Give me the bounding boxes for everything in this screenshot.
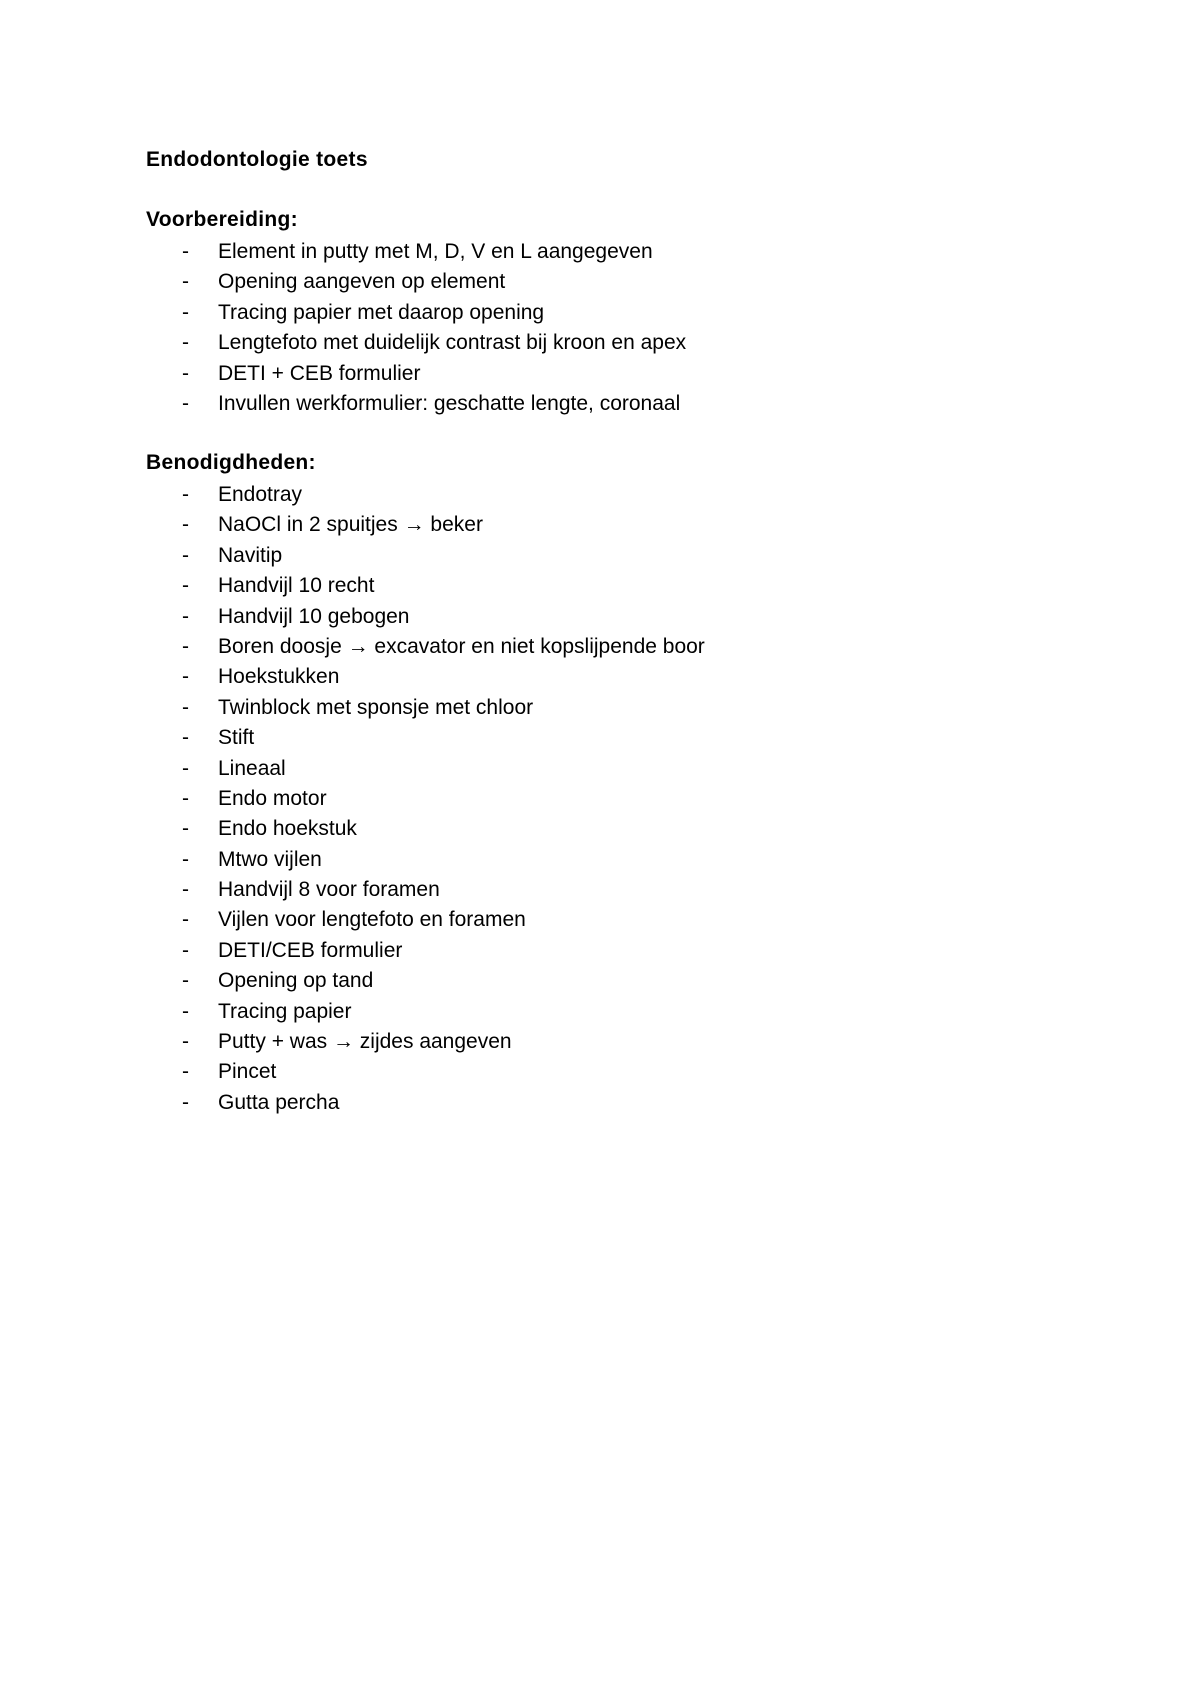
list-bullet: - bbox=[182, 1060, 189, 1084]
list-bullet: - bbox=[182, 695, 189, 719]
list-item-text: Tracing papier met daarop opening bbox=[218, 300, 545, 324]
list-bullet: - bbox=[182, 574, 189, 598]
list-item bbox=[146, 267, 506, 297]
list-item bbox=[146, 875, 440, 905]
list-bullet: - bbox=[182, 604, 189, 628]
list-item bbox=[146, 480, 316, 510]
list-item bbox=[146, 632, 705, 662]
list-item-text: Lengtefoto met duidelijk contrast bij kroon en apex bbox=[218, 331, 687, 355]
list-item-text: Handvijl 10 gebogen bbox=[218, 604, 410, 628]
list-item bbox=[146, 905, 526, 935]
list-bullet: - bbox=[182, 847, 189, 871]
list-item bbox=[146, 936, 403, 966]
list-item bbox=[146, 814, 357, 844]
list-item-text: Gutta percha bbox=[218, 1090, 340, 1114]
list-item-text: Lineaal bbox=[218, 756, 286, 780]
list-item bbox=[146, 693, 534, 723]
list-bullet: - bbox=[182, 300, 189, 324]
list-bullet: - bbox=[182, 938, 189, 962]
list-item-text: Navitip bbox=[218, 543, 283, 567]
list-item bbox=[146, 754, 316, 784]
list-bullet: - bbox=[182, 878, 189, 902]
list-item-text: Putty + was → zijdes aangeven bbox=[218, 1030, 512, 1054]
list-bullet: - bbox=[182, 331, 189, 355]
item-list bbox=[146, 480, 705, 1118]
list-item-text: Twinblock met sponsje met chloor bbox=[218, 695, 534, 719]
list-item bbox=[146, 662, 340, 692]
list-bullet: - bbox=[182, 391, 189, 415]
document-title: Endodontologie toets bbox=[146, 148, 368, 171]
list-item bbox=[146, 1027, 512, 1057]
list-item-text: NaOCl in 2 spuitjes → beker bbox=[218, 513, 483, 537]
list-item bbox=[146, 997, 352, 1027]
section-benodigdheden bbox=[146, 450, 705, 1118]
list-item bbox=[146, 723, 316, 753]
list-item-text: Element in putty met M, D, V en L aangegeven bbox=[218, 240, 653, 263]
list-bullet: - bbox=[182, 543, 189, 567]
list-item-text: Invullen werkformulier: geschatte lengte, coronaal bbox=[218, 391, 681, 415]
list-item bbox=[146, 784, 327, 814]
list-bullet: - bbox=[182, 786, 189, 810]
list-bullet: - bbox=[182, 483, 189, 506]
list-bullet: - bbox=[182, 756, 189, 780]
list-item-text: Mtwo vijlen bbox=[218, 847, 322, 871]
section-heading: Voorbereiding: bbox=[146, 208, 298, 231]
list-item bbox=[146, 298, 545, 328]
list-bullet: - bbox=[182, 817, 189, 841]
list-item-text: Pincet bbox=[218, 1060, 277, 1084]
section-voorbereiding bbox=[146, 207, 687, 419]
list-item bbox=[146, 845, 322, 875]
list-item bbox=[146, 541, 316, 571]
list-item bbox=[146, 571, 375, 601]
list-item-text: Handvijl 10 recht bbox=[218, 574, 375, 598]
list-bullet: - bbox=[182, 270, 189, 294]
list-item-text: DETI/CEB formulier bbox=[218, 938, 403, 962]
item-list bbox=[146, 237, 687, 419]
list-item bbox=[146, 602, 410, 632]
list-bullet: - bbox=[182, 1030, 189, 1054]
list-bullet: - bbox=[182, 908, 189, 932]
list-bullet: - bbox=[182, 999, 189, 1023]
list-bullet: - bbox=[182, 726, 189, 750]
list-item-text: Handvijl 8 voor foramen bbox=[218, 878, 440, 902]
list-bullet: - bbox=[182, 361, 189, 385]
list-bullet: - bbox=[182, 240, 189, 263]
list-item-text: Endo motor bbox=[218, 786, 327, 810]
list-bullet: - bbox=[182, 665, 189, 689]
list-item bbox=[146, 1057, 316, 1087]
list-item-text: Vijlen voor lengtefoto en foramen bbox=[218, 908, 526, 932]
list-item bbox=[146, 966, 374, 996]
list-item bbox=[146, 389, 681, 419]
list-item-text: Opening aangeven op element bbox=[218, 270, 506, 294]
list-item-text: Endotray bbox=[218, 483, 303, 506]
list-item bbox=[146, 328, 687, 358]
list-item bbox=[146, 1088, 340, 1118]
list-item-text: Boren doosje → excavator en niet kopslijpende boor bbox=[218, 634, 705, 658]
list-item-text: Tracing papier bbox=[218, 999, 352, 1023]
list-bullet: - bbox=[182, 1090, 189, 1114]
list-item bbox=[146, 237, 653, 267]
list-item bbox=[146, 359, 421, 389]
list-bullet: - bbox=[182, 513, 189, 537]
section-heading: Benodigdheden: bbox=[146, 451, 316, 474]
list-bullet: - bbox=[182, 634, 189, 658]
list-item-text: Stift bbox=[218, 726, 255, 750]
list-item-text: Opening op tand bbox=[218, 969, 374, 993]
list-bullet: - bbox=[182, 969, 189, 993]
list-item bbox=[146, 510, 483, 540]
list-item-text: Hoekstukken bbox=[218, 665, 340, 689]
list-item-text: DETI + CEB formulier bbox=[218, 361, 421, 385]
list-item-text: Endo hoekstuk bbox=[218, 817, 357, 841]
